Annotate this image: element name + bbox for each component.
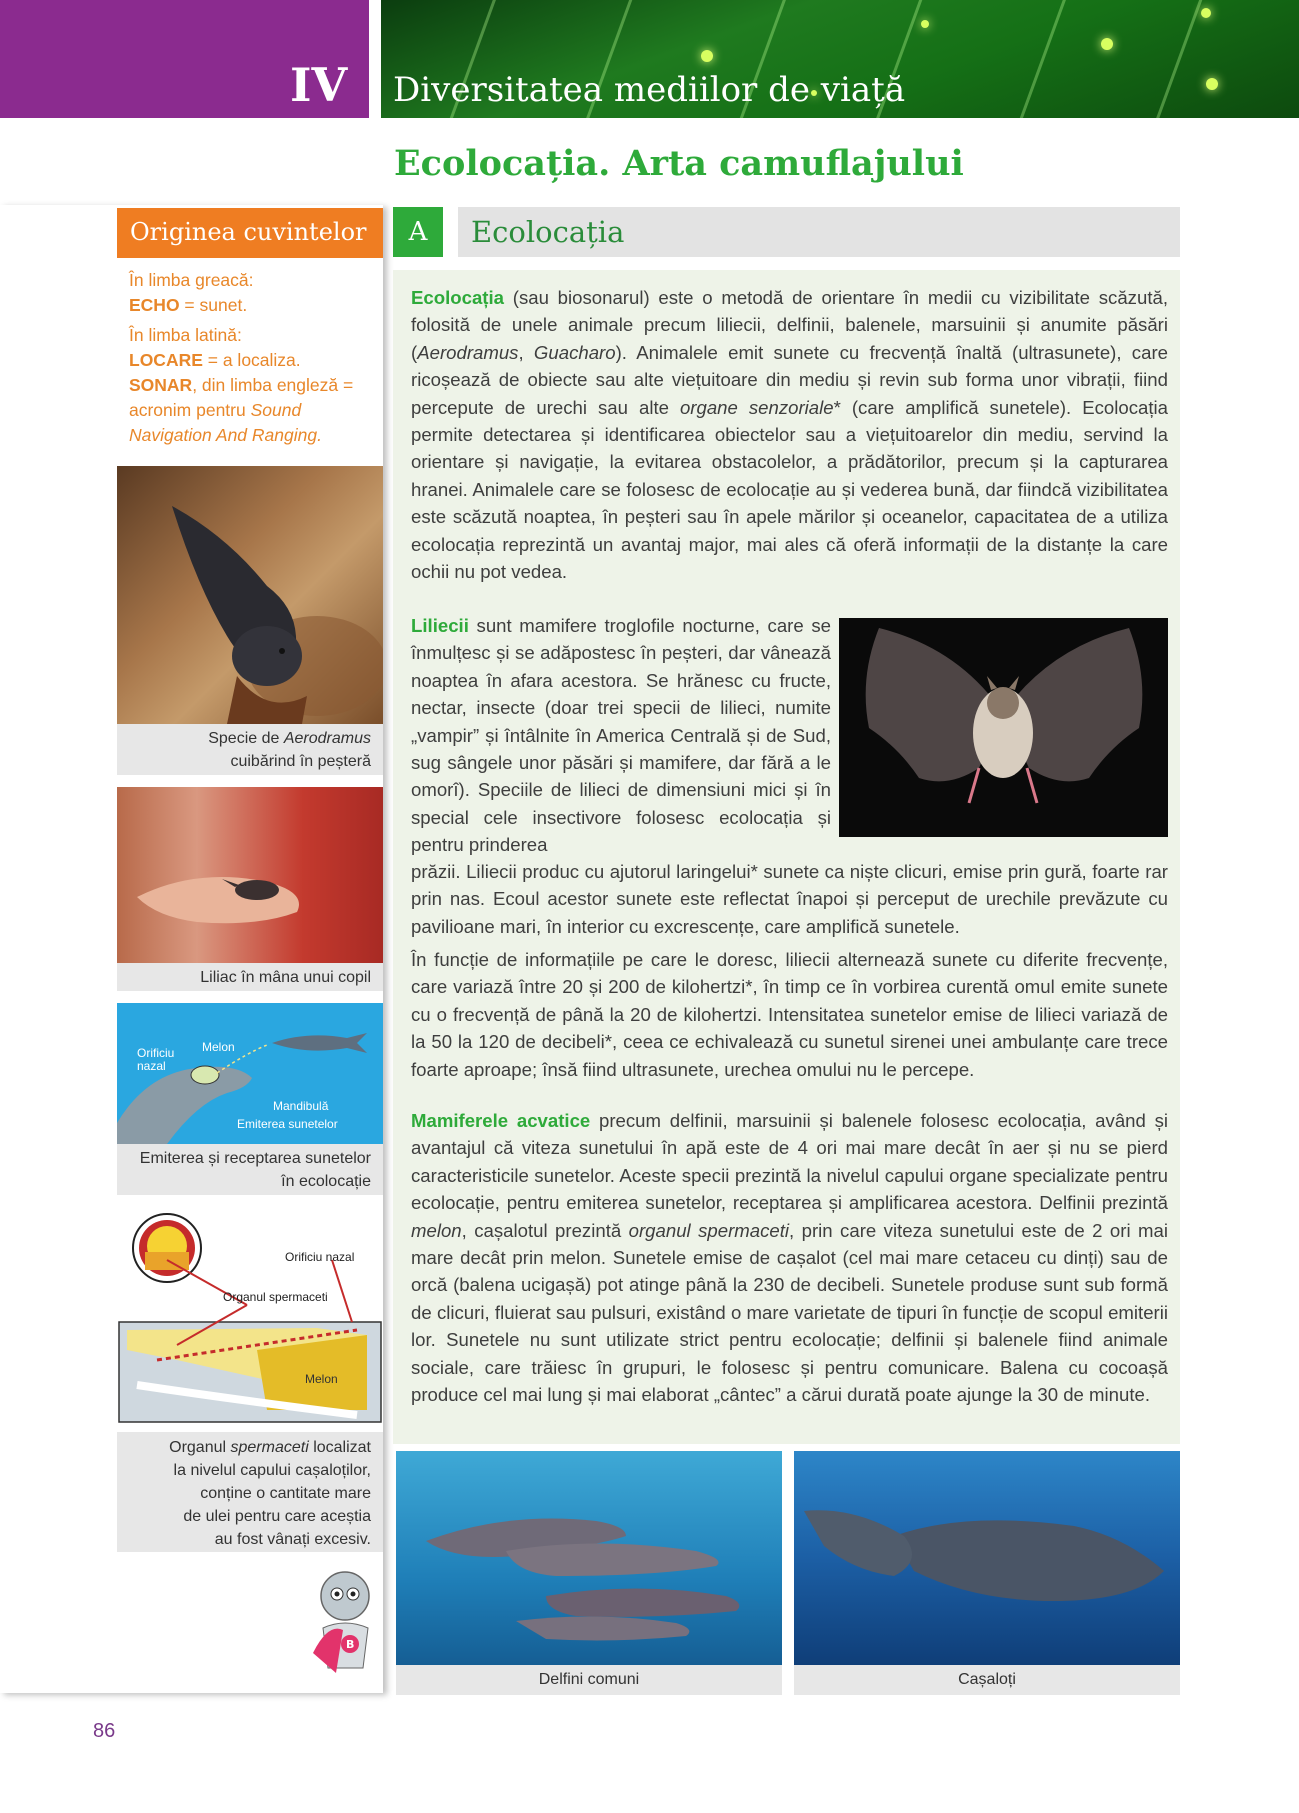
caption-spermaceti: Organul spermaceti localizat la nivelul capului cașaloților, conține o cantitate mare de ulei pentru care aceștia au fost vânați excesiv. — [117, 1432, 383, 1552]
hand-with-bat-illustration — [117, 787, 383, 963]
diagram-label-spermaceti: Organul spermaceti — [223, 1290, 328, 1304]
origin-title: Originea cuvintelor — [130, 218, 367, 246]
sperm-whales-photo — [794, 1451, 1180, 1665]
spermaceti-organ-illustration — [117, 1210, 383, 1432]
diagram-label-nasal2: Orificiu nazal — [285, 1250, 355, 1264]
echo-def: ECHO = sunet. — [129, 295, 248, 315]
diagram-label-melon: Melon — [202, 1040, 235, 1054]
caption-bat-hand: Liliac în mâna unui copil — [117, 963, 383, 991]
latin-label: În limba latină: — [129, 325, 242, 345]
paragraph-bats: Liliecii sunt mamifere troglofile nocturne, care se înmulțesc și se adăpostesc în peșteri, dar vânează noaptea în afara acestora. Se hrănesc cu fructe, nectar, insecte (doar trei specii de lilieci, numite „vampir” și întâlnite în America Centrală și de Sud, sug sângele unor păsări și mamifere, dar fără a le omorî). Speciile de lilieci de dimensiuni mici și în special cele insectivore folosesc ecolocația și pentru prinderea — [411, 615, 831, 856]
common-dolphins-photo — [396, 1451, 782, 1665]
sonar-def2: acronim pentru Sound — [129, 400, 302, 420]
diagram-label-nasal: Orificiu nazal — [137, 1046, 175, 1073]
chapter-title: Diversitatea mediilor de viață — [393, 70, 906, 110]
mascot-icon — [308, 1568, 383, 1680]
diagram-label-emission: Emiterea sunetelor — [237, 1117, 338, 1131]
section-title: Ecolocația — [471, 215, 625, 249]
diagram-label-mandible: Mandibulă — [273, 1099, 329, 1113]
caption-dolphin-diagram: Emiterea și receptarea sunetelor în ecolocație — [117, 1144, 383, 1195]
lesson-title: Ecolocația. Arta camuflajului — [394, 143, 964, 184]
sonar-def: SONAR, din limba engleză = — [129, 375, 354, 395]
bat-illustration — [839, 618, 1168, 837]
caption-aerodramus: Specie de Aerodramus cuibărind în peșteră — [117, 724, 383, 775]
caption-sperm-whales: Cașaloți — [794, 1665, 1180, 1695]
dolphin-echolocation-diagram — [117, 1003, 383, 1144]
paragraph-ecolocation: Ecolocația (sau biosonarul) este o metodă de orientare în medii cu vizibilitate scăzută, folosită de unele animale precum liliecii, delfinii, balenele, marsuinii și anumite păsări (Aerodramus, Guacharo). Animalele emit sunete cu frecvență înaltă (ultrasunete), care ricoșează de obiecte sau alte viețuitoare din mediu și revin sub forma unor vibrații, fiind percepute de urechi sau alte organe senzoriale* (care amplifică sunetele). Ecolocația permite detectarea și identificarea obiectelor sau a viețuitoarelor din mediu, servind la orientare și navigație, la evitarea obstacolelor, a prădătorilor, precum și la capturarea hranei. Animalele care se folosesc de ecolocație au și vederea bună, dar fiindcă vizibilitatea este scăzută noaptea, în peșteri sau în apele mărilor și oceanelor, capacitatea de a utiliza ecolocația reprezintă un avantaj major, mai ales că oferă informații de la distanțe la care ochii nu pot vedea. — [411, 287, 1168, 583]
bat-in-hand-photo — [117, 787, 383, 963]
paragraph-aquatic-mammals: Mamiferele acvatice precum delfinii, marsuinii și balenele folosesc ecolocația, având și avantajul că viteza sunetului în apă este de 4 ori mai mare decât în aer și nu se pierd caracteristicile sunetelor. Aceste specii prezintă la nivelul capului organe specializate pentru ecolocație, pentru emiterea sunetelor, receptarea și amplificarea acestora. Delfinii prezintă melon, cașalotul prezintă organul spermaceti, prin care viteza sunetului este de 2 ori mai mare decât prin melon. Sunetele emise de cașalot (cel mai mare cetaceu cu dinți) sau de orcă (balena ucigașă) pot atinge până la 230 de decibeli. Sunetele produse sunt sub formă de clicuri, fluierat sau pulsuri, existând o mare varietate de tipuri în funcție de scopul emiterii lor. Sunetele nu sunt utilizate strict pentru ecolocație; delfinii și balenele fiind animale sociale, care trăiesc în grupuri, le folosesc și pentru comunicare. Balena cu cocoașă produce cel mai lung și mai elaborat „cântec” a cărui durată poate ajunge la 30 de minute. — [411, 1110, 1168, 1406]
section-letter: A — [408, 217, 428, 247]
aerodramus-photo — [117, 466, 383, 724]
bird-in-cave-illustration — [117, 466, 383, 724]
locare-def: LOCARE = a localiza. — [129, 350, 301, 370]
page-number: 86 — [93, 1720, 116, 1742]
sperm-whales-illustration — [794, 1451, 1180, 1665]
caption-dolphins: Delfini comuni — [396, 1665, 782, 1695]
diagram-label-melon2: Melon — [305, 1372, 338, 1386]
paragraph-bats-cont: prăzii. Liliecii produc cu ajutorul laringelui* sunete ca niște clicuri, emise prin gură, foarte rar prin nas. Ecoul acestor sunete este reflectat înapoi și perceput de urechile prevăzute cu pavilioane mari, în interior cu excrescențe, care amplifică sunetele. — [411, 861, 1168, 937]
dolphins-illustration — [396, 1451, 782, 1665]
greek-label: În limba greacă: — [129, 270, 254, 290]
chapter-number: IV — [290, 58, 348, 112]
sonar-def3: Navigation And Ranging. — [129, 425, 322, 445]
paragraph-frequencies: În funcție de informațiile pe care le doresc, liliecii alternează sunete cu diferite frecvențe, care variază între 20 și 200 de kilohertzi*, în timp ce în vorbirea curentă omul emite sunete cu o frecvență de până la 20 de kilohertzi. Intensitatea sunetelor emise de lilieci variază de la 50 la 120 de decibeli*, ceea ce echivalează cu sunetul sirenei unei ambulanțe care trece foarte aproape; însă fiind ultrasunete, urechea omului nu le percepe. — [411, 949, 1168, 1080]
sperm-whale-head-diagram — [117, 1210, 383, 1432]
flying-bat-photo — [839, 618, 1168, 837]
svg-text:B: B — [346, 1638, 355, 1651]
